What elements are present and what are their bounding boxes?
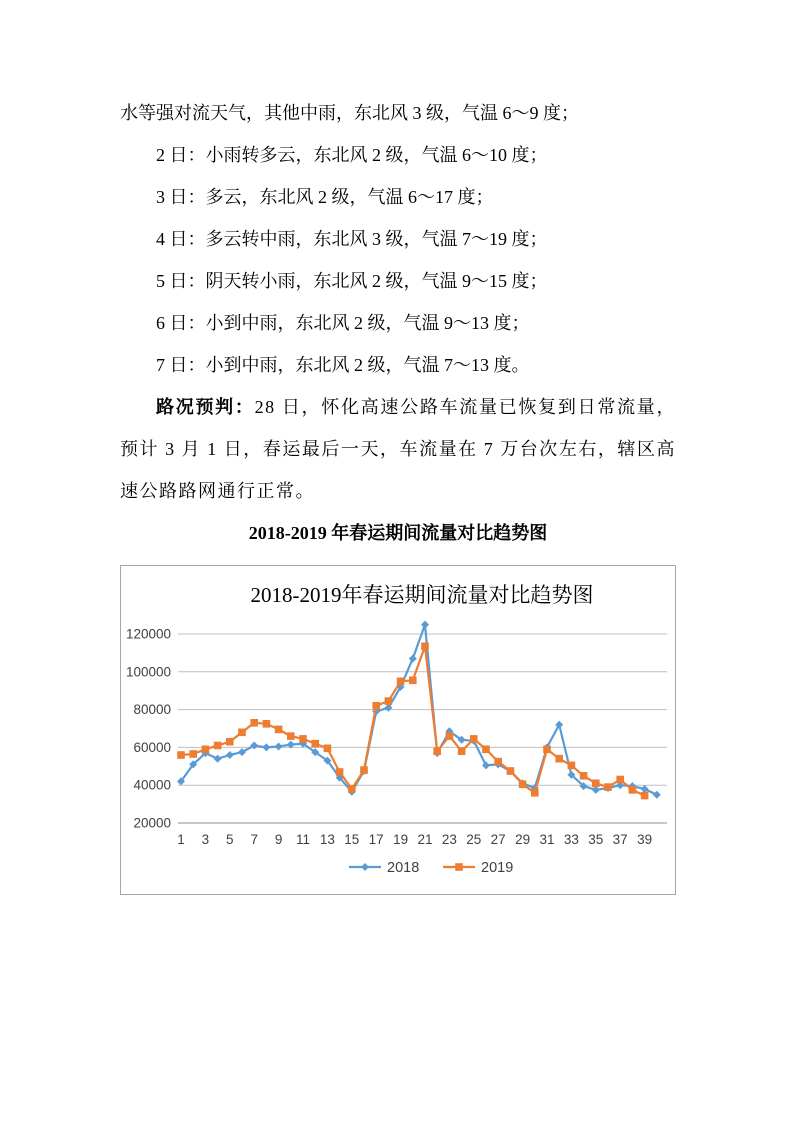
road-forecast-paragraph (120, 386, 676, 512)
svg-text:2018-2019年春运期间流量对比趋势图: 2018-2019年春运期间流量对比趋势图 (250, 583, 594, 607)
weather-line-day5: 5 日：阴天转小雨，东北风 2 级，气温 9～15 度； (156, 271, 548, 291)
svg-text:2019: 2019 (481, 860, 514, 876)
svg-text:60000: 60000 (133, 739, 171, 755)
chart-frame (120, 565, 676, 895)
svg-text:1: 1 (177, 832, 185, 847)
svg-text:29: 29 (515, 832, 531, 847)
weather-line-continuation: 水等强对流天气，其他中雨，东北风 3 级，气温 6～9 度； (120, 103, 579, 123)
svg-text:23: 23 (441, 832, 457, 847)
svg-text:7: 7 (250, 832, 258, 847)
weather-line-day2: 2 日：小雨转多云，东北风 2 级，气温 6～10 度； (156, 145, 548, 165)
road-forecast-label: 路况预判： (156, 397, 255, 417)
svg-text:40000: 40000 (133, 777, 171, 793)
svg-text:31: 31 (539, 832, 555, 847)
road-forecast-text: 28 日，怀化高速公路车流量已恢复到日常流量，预计 3 月 1 日，春运最后一天，车流量在 7 万台次左右，辖区高速公路路网通行正常。 (120, 397, 677, 501)
svg-text:9: 9 (274, 832, 283, 847)
svg-text:2018: 2018 (387, 860, 420, 876)
svg-text:33: 33 (563, 832, 579, 847)
svg-text:100000: 100000 (125, 664, 171, 680)
svg-text:37: 37 (612, 832, 628, 847)
svg-text:13: 13 (319, 832, 335, 847)
svg-text:120000: 120000 (125, 626, 171, 642)
svg-text:39: 39 (637, 832, 653, 847)
weather-line-day7: 7 日：小到中雨，东北风 2 级，气温 7～13 度。 (156, 355, 530, 375)
svg-text:21: 21 (417, 832, 433, 847)
svg-text:80000: 80000 (133, 702, 171, 718)
svg-text:15: 15 (344, 832, 360, 847)
weather-line-day4: 4 日：多云转中雨，东北风 3 级，气温 7～19 度； (156, 229, 548, 249)
weather-line-day6: 6 日：小到中雨，东北风 2 级，气温 9～13 度； (156, 313, 530, 333)
svg-text:35: 35 (588, 832, 604, 847)
svg-text:27: 27 (490, 832, 506, 847)
svg-text:19: 19 (393, 832, 409, 847)
chart-caption: 2018-2019 年春运期间流量对比趋势图 (248, 523, 548, 543)
flow-trend-chart (121, 566, 675, 894)
svg-text:11: 11 (295, 832, 311, 847)
svg-text:17: 17 (368, 832, 384, 847)
svg-text:25: 25 (466, 832, 482, 847)
svg-text:3: 3 (201, 832, 210, 847)
weather-line-day3: 3 日：多云，东北风 2 级，气温 6～17 度； (156, 187, 494, 207)
svg-text:20000: 20000 (133, 815, 171, 831)
svg-text:5: 5 (226, 832, 234, 847)
